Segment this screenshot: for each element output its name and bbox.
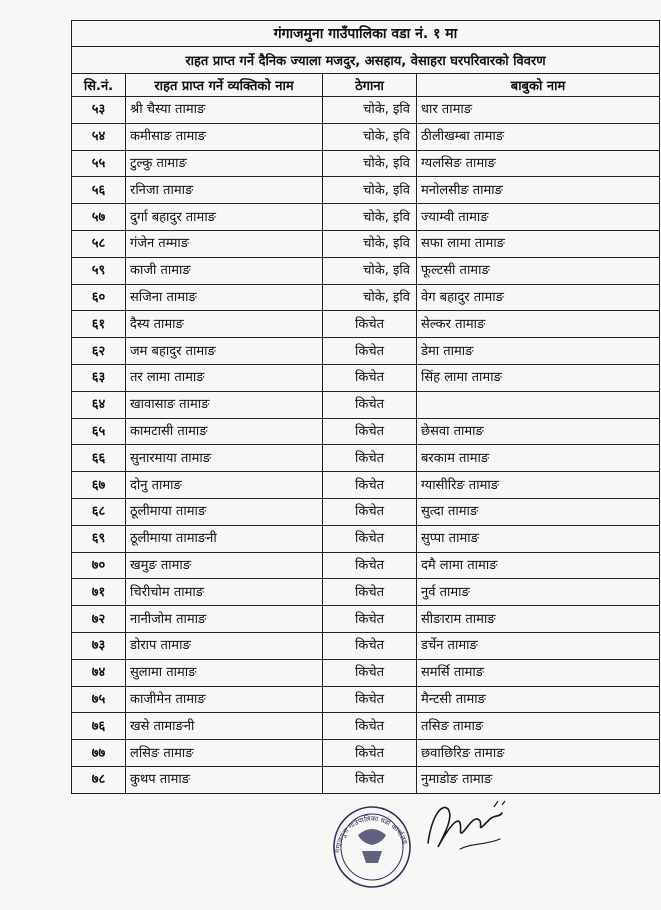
cell-sn: ५४ <box>72 123 126 150</box>
cell-sn: ५९ <box>72 257 126 284</box>
cell-father: सुत्दा तामाङ <box>417 498 660 525</box>
column-header-name: राहत प्राप्त गर्ने व्यक्तिको नाम <box>126 74 323 97</box>
cell-location: किचेत <box>323 606 417 633</box>
table-row <box>72 338 660 365</box>
cell-location: किचेत <box>323 338 417 365</box>
cell-name: डोराप तामाङ <box>126 632 323 659</box>
cell-sn: ७३ <box>72 632 126 659</box>
cell-father: समर्सि तामाङ <box>417 659 660 686</box>
cell-father: फूल्टसी तामाङ <box>417 257 660 284</box>
cell-name: लसिङ तामाङ <box>126 740 323 767</box>
cell-name: खसे तामाङनी <box>126 713 323 740</box>
cell-father: सुप्पा तामाङ <box>417 525 660 552</box>
cell-father: ग्यलसिङ तामाङ <box>417 150 660 177</box>
cell-name: दैस्य तामाङ <box>126 311 323 338</box>
cell-location: किचेत <box>323 740 417 767</box>
cell-sn: ७० <box>72 552 126 579</box>
cell-sn: ७५ <box>72 686 126 713</box>
cell-father: सीङाराम तामाङ <box>417 606 660 633</box>
cell-location: किचेत <box>323 498 417 525</box>
table-row <box>72 257 660 284</box>
relief-table <box>71 20 660 794</box>
table-row <box>72 686 660 713</box>
cell-sn: ६९ <box>72 525 126 552</box>
cell-sn: ७२ <box>72 606 126 633</box>
cell-name: ठूलीमाया तामाङनी <box>126 525 323 552</box>
cell-sn: ६२ <box>72 338 126 365</box>
cell-sn: ५५ <box>72 150 126 177</box>
cell-name: खावासाङ तामाङ <box>126 391 323 418</box>
stamp-seal-icon <box>322 795 422 900</box>
cell-sn: ६४ <box>72 391 126 418</box>
cell-sn: ६७ <box>72 472 126 499</box>
table-row <box>72 740 660 767</box>
handwritten-signature <box>420 795 520 865</box>
cell-location: चोके, इवि <box>323 123 417 150</box>
cell-location: किचेत <box>323 311 417 338</box>
table-row <box>72 632 660 659</box>
cell-sn: ६३ <box>72 364 126 391</box>
cell-name: काजी तामाङ <box>126 257 323 284</box>
table-row <box>72 606 660 633</box>
table-row <box>72 445 660 472</box>
table-row <box>72 713 660 740</box>
cell-name: सजिना तामाङ <box>126 284 323 311</box>
cell-name: सुनारमाया तामाङ <box>126 445 323 472</box>
table-row <box>72 472 660 499</box>
subtitle-row <box>72 47 660 74</box>
table-row <box>72 391 660 418</box>
cell-sn: ६० <box>72 284 126 311</box>
cell-name: कामटासी तामाङ <box>126 418 323 445</box>
cell-name: टुल्कु तामाङ <box>126 150 323 177</box>
cell-father: नुर्व तामाङ <box>417 579 660 606</box>
cell-location: किचेत <box>323 659 417 686</box>
cell-sn: ५७ <box>72 204 126 231</box>
cell-father: छेसवा तामाङ <box>417 418 660 445</box>
table-row <box>72 150 660 177</box>
office-stamp <box>322 795 422 900</box>
cell-name: कुथप तामाङ <box>126 766 323 793</box>
table-row <box>72 364 660 391</box>
cell-name: सुलामा तामाङ <box>126 659 323 686</box>
cell-sn: ७८ <box>72 766 126 793</box>
cell-father: सिंह लामा तामाङ <box>417 364 660 391</box>
table-body <box>72 97 660 794</box>
cell-father: मनोलसीङ तामाङ <box>417 177 660 204</box>
cell-name: दोनु तामाङ <box>126 472 323 499</box>
cell-name: ठूलीमाया तामाङ <box>126 498 323 525</box>
cell-father: वेग बहादुर तामाङ <box>417 284 660 311</box>
cell-sn: ६६ <box>72 445 126 472</box>
title-row <box>72 21 660 47</box>
cell-name: तर लामा तामाङ <box>126 364 323 391</box>
cell-name: जम बहादुर तामाङ <box>126 338 323 365</box>
cell-location: चोके, इवि <box>323 97 417 124</box>
cell-name: कमीसाङ तामाङ <box>126 123 323 150</box>
cell-sn: ५३ <box>72 97 126 124</box>
table-row <box>72 659 660 686</box>
cell-location: चोके, इवि <box>323 150 417 177</box>
cell-location: किचेत <box>323 364 417 391</box>
cell-name: नानीजोम तामाङ <box>126 606 323 633</box>
cell-father <box>417 391 660 418</box>
table-row <box>72 498 660 525</box>
table-row <box>72 552 660 579</box>
cell-sn: ७७ <box>72 740 126 767</box>
table-row <box>72 177 660 204</box>
cell-location: चोके, इवि <box>323 204 417 231</box>
cell-father: छवाछिरिङ तामाङ <box>417 740 660 767</box>
svg-text:गंगाजमुना गाउँपालिका वडा कार्य: गंगाजमुना गाउँपालिका वडा कार्यालय <box>333 814 409 854</box>
cell-father: बरकाम तामाङ <box>417 445 660 472</box>
table-row <box>72 123 660 150</box>
table-row <box>72 284 660 311</box>
cell-location: चोके, इवि <box>323 284 417 311</box>
cell-father: नुमाडोङ तामाङ <box>417 766 660 793</box>
cell-sn: ७४ <box>72 659 126 686</box>
cell-father: डर्चेन तामाङ <box>417 632 660 659</box>
document-title: गंगाजमुना गाउँपालिका वडा नं. १ मा <box>72 21 660 47</box>
column-header-father: बाबुको नाम <box>417 74 660 97</box>
cell-name: गंजेन तम्माङ <box>126 230 323 257</box>
cell-sn: ६५ <box>72 418 126 445</box>
cell-father: ज्याम्वी तामाङ <box>417 204 660 231</box>
cell-father: तसिङ तामाङ <box>417 713 660 740</box>
cell-location: चोके, इवि <box>323 230 417 257</box>
cell-name: श्री चैस्या तामाङ <box>126 97 323 124</box>
cell-sn: ५८ <box>72 230 126 257</box>
cell-location: किचेत <box>323 391 417 418</box>
cell-location: किचेत <box>323 579 417 606</box>
cell-sn: ५६ <box>72 177 126 204</box>
cell-father: धार तामाङ <box>417 97 660 124</box>
cell-father: सफा लामा तामाङ <box>417 230 660 257</box>
cell-location: चोके, इवि <box>323 177 417 204</box>
signature <box>420 795 520 865</box>
cell-sn: ६१ <box>72 311 126 338</box>
cell-sn: ७६ <box>72 713 126 740</box>
cell-name: चिरीचोम तामाङ <box>126 579 323 606</box>
table-row <box>72 766 660 793</box>
table-row <box>72 418 660 445</box>
cell-father: डेमा तामाङ <box>417 338 660 365</box>
table-row <box>72 525 660 552</box>
cell-father: दमै लामा तामाङ <box>417 552 660 579</box>
table-row <box>72 579 660 606</box>
cell-location: किचेत <box>323 632 417 659</box>
table-row <box>72 230 660 257</box>
table-row <box>72 311 660 338</box>
cell-name: रनिजा तामाङ <box>126 177 323 204</box>
cell-name: काजीमेन तामाङ <box>126 686 323 713</box>
cell-location: किचेत <box>323 766 417 793</box>
cell-father: ग्यासीरिङ तामाङ <box>417 472 660 499</box>
table-row <box>72 204 660 231</box>
cell-location: किचेत <box>323 552 417 579</box>
cell-father: सेल्कर तामाङ <box>417 311 660 338</box>
cell-location: किचेत <box>323 418 417 445</box>
cell-father: ठीलीखम्बा तामाङ <box>417 123 660 150</box>
cell-location: किचेत <box>323 713 417 740</box>
cell-location: किचेत <box>323 686 417 713</box>
column-header-location: ठेगाना <box>323 74 417 97</box>
cell-location: चोके, इवि <box>323 257 417 284</box>
cell-name: दुर्गा बहादुर तामाङ <box>126 204 323 231</box>
cell-sn: ६८ <box>72 498 126 525</box>
cell-location: किचेत <box>323 445 417 472</box>
cell-father: मैन्टसी तामाङ <box>417 686 660 713</box>
cell-location: किचेत <box>323 525 417 552</box>
column-header-row <box>72 74 660 97</box>
column-header-sn: सि.नं. <box>72 74 126 97</box>
cell-sn: ७१ <box>72 579 126 606</box>
table-row <box>72 97 660 124</box>
cell-name: खमुङ तामाङ <box>126 552 323 579</box>
cell-location: किचेत <box>323 472 417 499</box>
document-subtitle: राहत प्राप्त गर्ने दैनिक ज्याला मजदुर, असहाय, वेसाहरा घरपरिवारको विवरण <box>72 47 660 74</box>
